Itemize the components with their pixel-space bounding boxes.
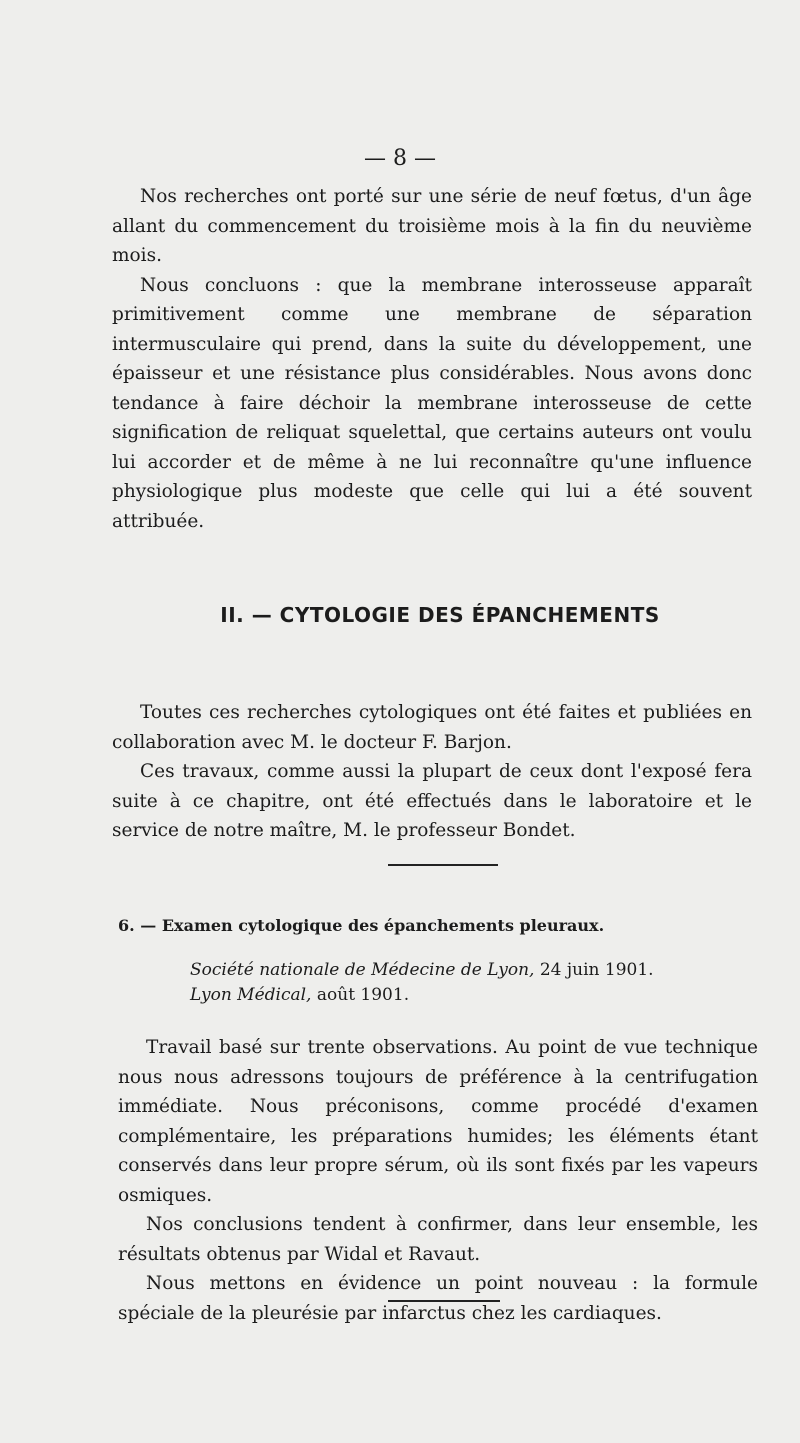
section-paragraph-2: Ces travaux, comme aussi la plupart de ceux dont l'exposé fera suite à ce chapitre, ont été effectués dans le laboratoire et le service de notre maître, M. le professeur Bondet. [112, 761, 752, 841]
intro-paragraph-1: Nos recherches ont porté sur une série de neuf fœtus, d'un âge allant du commencement du troisième mois à la fin du neuvième mois. [112, 186, 752, 266]
entry-text [118, 1033, 758, 1328]
end-divider [388, 1300, 500, 1302]
entry-title: 6. — Examen cytologique des épanchements pleuraux. [118, 916, 605, 935]
reference-2-date: août 1901. [316, 985, 410, 1005]
section-divider [388, 864, 498, 866]
reference-2 [190, 983, 409, 1008]
entry-paragraph-2: Nos conclusions tendent à confirmer, dans leur ensemble, les résultats obtenus par Widal et Ravaut. [118, 1214, 758, 1265]
section-heading: II. — CYTOLOGIE DES ÉPANCHEMENTS [220, 603, 660, 627]
section-text [112, 698, 752, 846]
intro-paragraph-2: Nous concluons : que la membrane interosseuse apparaît primitivement comme une membrane de séparation intermusculaire qui prend, dans la suite du développement, une épaisseur et une résistance plus considérables. Nous avons donc tendance à faire déchoir la membrane interosseuse de cette signification de reliquat squelettal, que certains auteurs ont voulu lui accorder et de même à ne lui reconnaître qu'une influence physiologique plus modeste que celle qui lui a été souvent attribuée. [112, 274, 752, 532]
section-paragraph-1: Toutes ces recherches cytologiques ont été faites et publiées en collaboration avec M. le docteur F. Barjon. [112, 702, 752, 753]
reference-1-date: 24 juin 1901. [539, 960, 654, 980]
page-number: — 8 — [364, 146, 436, 171]
intro-text [112, 182, 752, 536]
entry-paragraph-1: Travail basé sur trente observations. Au point de vue technique nous nous adressons toujours de préférence à la centrifugation immédiate. Nous préconisons, comme procédé d'examen complémentaire, les préparations humides; les éléments étant conservés dans leur propre sérum, où ils sont fixés par les vapeurs osmiques. [118, 1037, 758, 1206]
reference-1-source: Société nationale de Médecine de Lyon, [190, 960, 535, 980]
reference-1 [190, 958, 654, 983]
reference-2-source: Lyon Médical, [190, 985, 312, 1005]
entry-paragraph-3: Nous mettons en évidence un point nouveau : la formule spéciale de la pleurésie par infarctus chez les cardiaques. [118, 1273, 758, 1324]
